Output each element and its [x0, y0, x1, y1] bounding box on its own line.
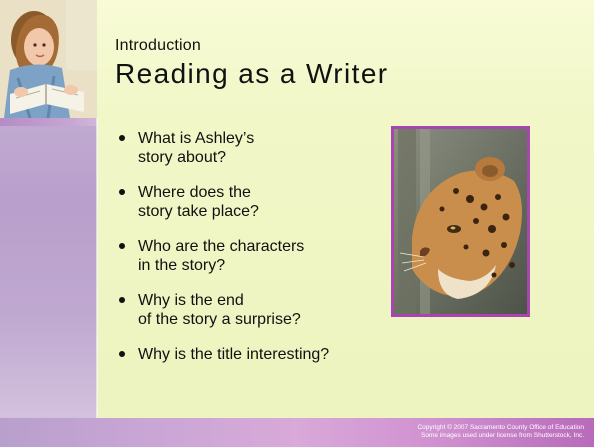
leopard-illustration — [394, 129, 527, 314]
bullet-dot — [119, 189, 125, 195]
bullet-item — [117, 345, 377, 364]
bullet-line: Where does the — [138, 184, 251, 201]
slide-title: Reading as a Writer — [115, 58, 389, 89]
bullet-line: story about? — [138, 149, 227, 166]
bullet-item — [117, 237, 377, 275]
bullet-item — [117, 129, 377, 167]
leopard-photo — [391, 126, 530, 317]
bullet-list — [117, 129, 377, 380]
bullet-item — [117, 291, 377, 329]
bullet-line: Who are the characters — [138, 238, 305, 255]
bullet-item — [117, 183, 377, 221]
copyright-notice — [417, 424, 584, 440]
bullet-dot — [119, 243, 125, 249]
bullet-line: story take place? — [138, 203, 259, 220]
bullet-dot — [119, 351, 125, 357]
bullet-dot — [119, 135, 125, 141]
bullet-line: What is Ashley’s — [138, 130, 255, 147]
bullet-line: Why is the end — [138, 292, 244, 309]
bullet-line: Why is the title interesting? — [138, 346, 330, 363]
left-stripe-accent — [0, 118, 97, 126]
girl-reading-illustration — [0, 0, 97, 118]
bullet-dot — [119, 297, 125, 303]
vertical-divider — [96, 118, 98, 418]
bullet-line: of the story a surprise? — [138, 311, 301, 328]
copyright-line: Copyright © 2007 Sacramento County Office of Education — [417, 424, 584, 431]
girl-reading-photo — [0, 0, 97, 118]
bullet-line: in the story? — [138, 257, 226, 274]
copyright-line: Some images used under license from Shutterstock, Inc. — [421, 432, 584, 439]
section-label: Introduction — [115, 37, 202, 54]
